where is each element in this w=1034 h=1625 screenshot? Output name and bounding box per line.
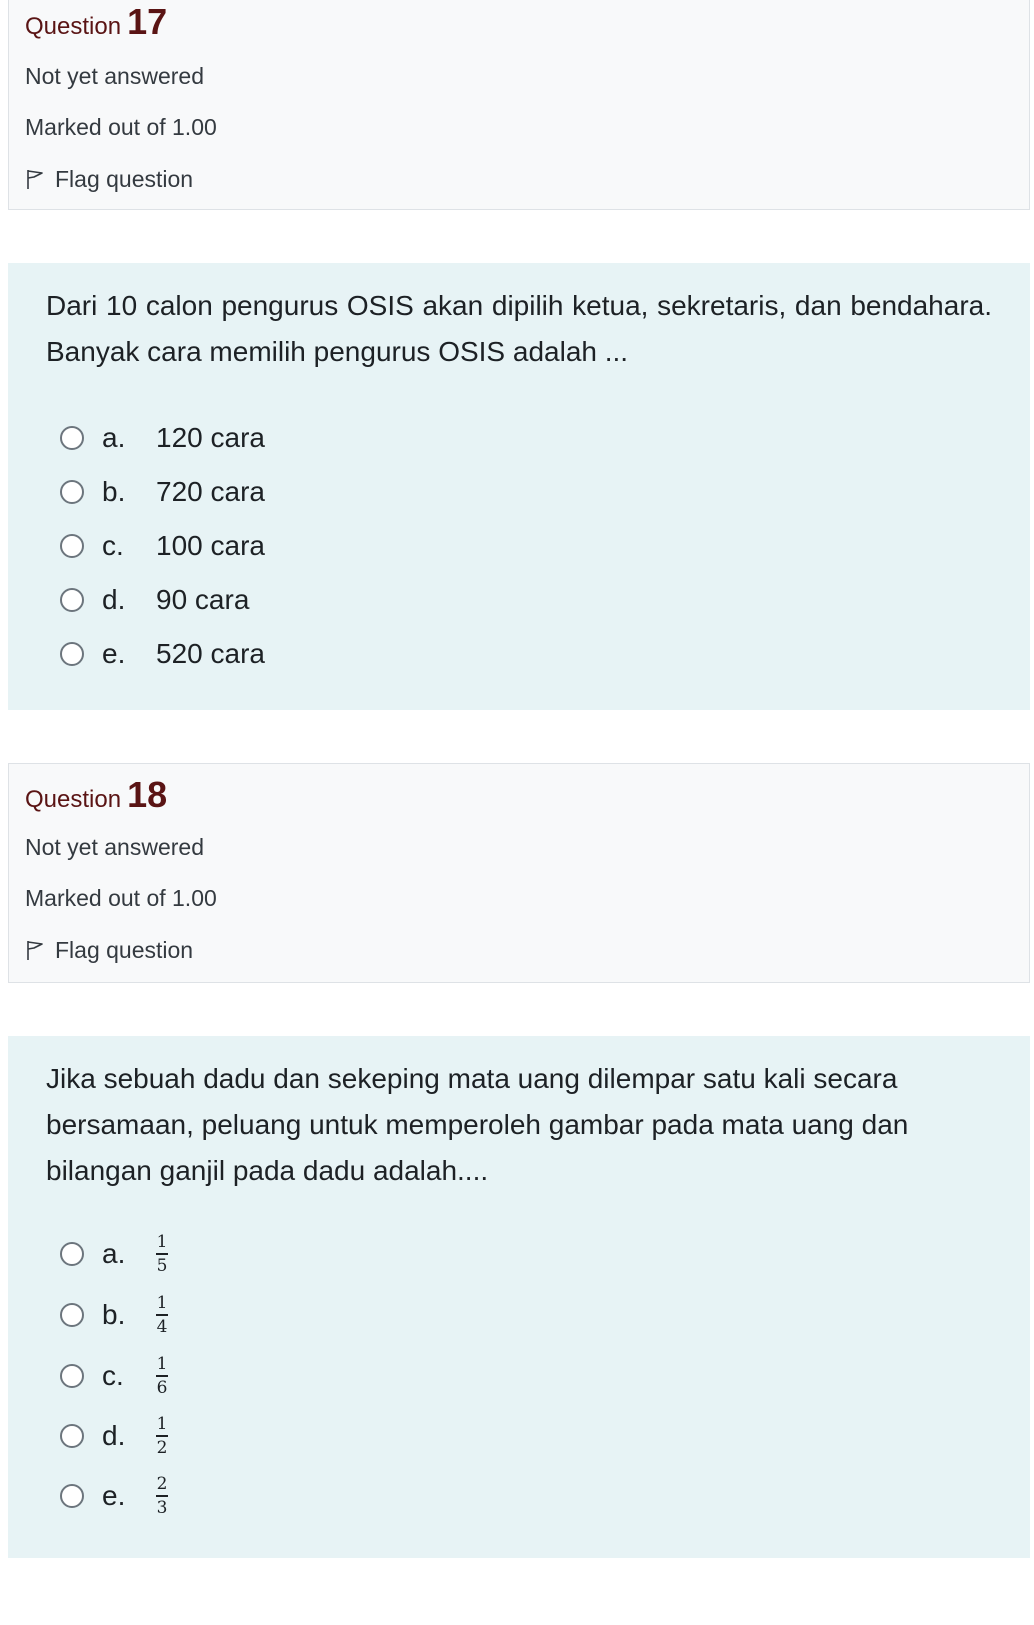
question-marks: Marked out of 1.00 [25, 114, 217, 140]
option-text: 100 cara [156, 530, 265, 561]
radio-button[interactable] [60, 1364, 84, 1388]
flag-question-button[interactable] [25, 935, 193, 965]
option-letter: b. [102, 476, 126, 507]
radio-button[interactable] [60, 480, 84, 504]
option-text: 720 cara [156, 476, 265, 507]
radio-button[interactable] [60, 1484, 84, 1508]
option-fraction [156, 1293, 168, 1337]
question-18-content [8, 1036, 1030, 1558]
question-label: Question [25, 786, 122, 813]
question-17-info [8, 0, 1030, 210]
question-number: 17 [127, 1, 168, 42]
option-letter: e. [102, 638, 126, 669]
question-label: Question [25, 13, 122, 40]
fraction-denominator: 2 [156, 1437, 168, 1458]
fraction-bar [156, 1314, 168, 1316]
fraction-numerator: 1 [156, 1414, 168, 1434]
answer-option-a[interactable] [60, 422, 265, 454]
radio-button[interactable] [60, 1242, 84, 1266]
answer-option-e[interactable] [60, 1474, 168, 1518]
flag-icon [25, 939, 45, 961]
option-fraction [156, 1232, 168, 1276]
answer-option-b[interactable] [60, 1293, 168, 1337]
fraction-denominator: 3 [156, 1497, 168, 1518]
fraction-bar [156, 1253, 168, 1255]
question-status: Not yet answered [25, 63, 204, 89]
answer-option-e[interactable] [60, 638, 265, 670]
fraction-denominator: 5 [156, 1255, 168, 1276]
radio-button[interactable] [60, 588, 84, 612]
answer-option-b[interactable] [60, 476, 265, 508]
option-letter: a. [102, 1237, 126, 1269]
option-fraction [156, 1354, 168, 1398]
option-letter: c. [102, 1359, 124, 1391]
fraction-denominator: 6 [156, 1377, 168, 1398]
option-letter: b. [102, 1298, 126, 1330]
option-text: 520 cara [156, 638, 265, 669]
answer-option-d[interactable] [60, 1414, 168, 1458]
option-fraction [156, 1414, 168, 1458]
fraction-numerator: 1 [156, 1232, 168, 1252]
option-letter: c. [102, 530, 124, 561]
option-letter: a. [102, 422, 126, 453]
flag-question-button[interactable] [25, 164, 193, 194]
question-status: Not yet answered [25, 834, 204, 860]
fraction-bar [156, 1495, 168, 1497]
fraction-numerator: 2 [156, 1474, 168, 1494]
answer-option-c[interactable] [60, 1354, 168, 1398]
fraction-denominator: 4 [156, 1316, 168, 1337]
radio-button[interactable] [60, 1424, 84, 1448]
fraction-bar [156, 1375, 168, 1377]
answer-option-c[interactable] [60, 530, 265, 562]
fraction-bar [156, 1435, 168, 1437]
option-fraction [156, 1474, 168, 1518]
flag-question-label: Flag question [55, 937, 194, 963]
fraction-numerator: 1 [156, 1354, 168, 1374]
question-text: Jika sebuah dadu dan sekeping mata uang dilempar satu kali secara bersamaan, peluang untuk memperoleh gambar pada mata uang dan bilangan ganjil pada dadu adalah.... [46, 1063, 909, 1186]
question-marks: Marked out of 1.00 [25, 885, 217, 911]
flag-icon [25, 168, 45, 190]
question-text: Dari 10 calon pengurus OSIS akan dipilih ketua, sekretaris, dan bendahara. Banyak cara memilih pengurus OSIS adalah ... [46, 290, 992, 367]
option-letter: e. [102, 1479, 126, 1511]
option-letter: d. [102, 584, 126, 615]
question-17-heading [25, 1, 168, 44]
radio-button[interactable] [60, 534, 84, 558]
option-text: 90 cara [156, 584, 250, 615]
question-18-info [8, 763, 1030, 983]
radio-button[interactable] [60, 642, 84, 666]
option-letter: d. [102, 1419, 126, 1451]
fraction-numerator: 1 [156, 1293, 168, 1313]
option-text: 120 cara [156, 422, 265, 453]
flag-question-label: Flag question [55, 166, 194, 192]
question-number: 18 [127, 774, 168, 815]
question-18-heading [25, 774, 168, 817]
answer-option-a[interactable] [60, 1232, 168, 1276]
answer-option-d[interactable] [60, 584, 249, 616]
question-17-content [8, 263, 1030, 710]
radio-button[interactable] [60, 1303, 84, 1327]
radio-button[interactable] [60, 426, 84, 450]
